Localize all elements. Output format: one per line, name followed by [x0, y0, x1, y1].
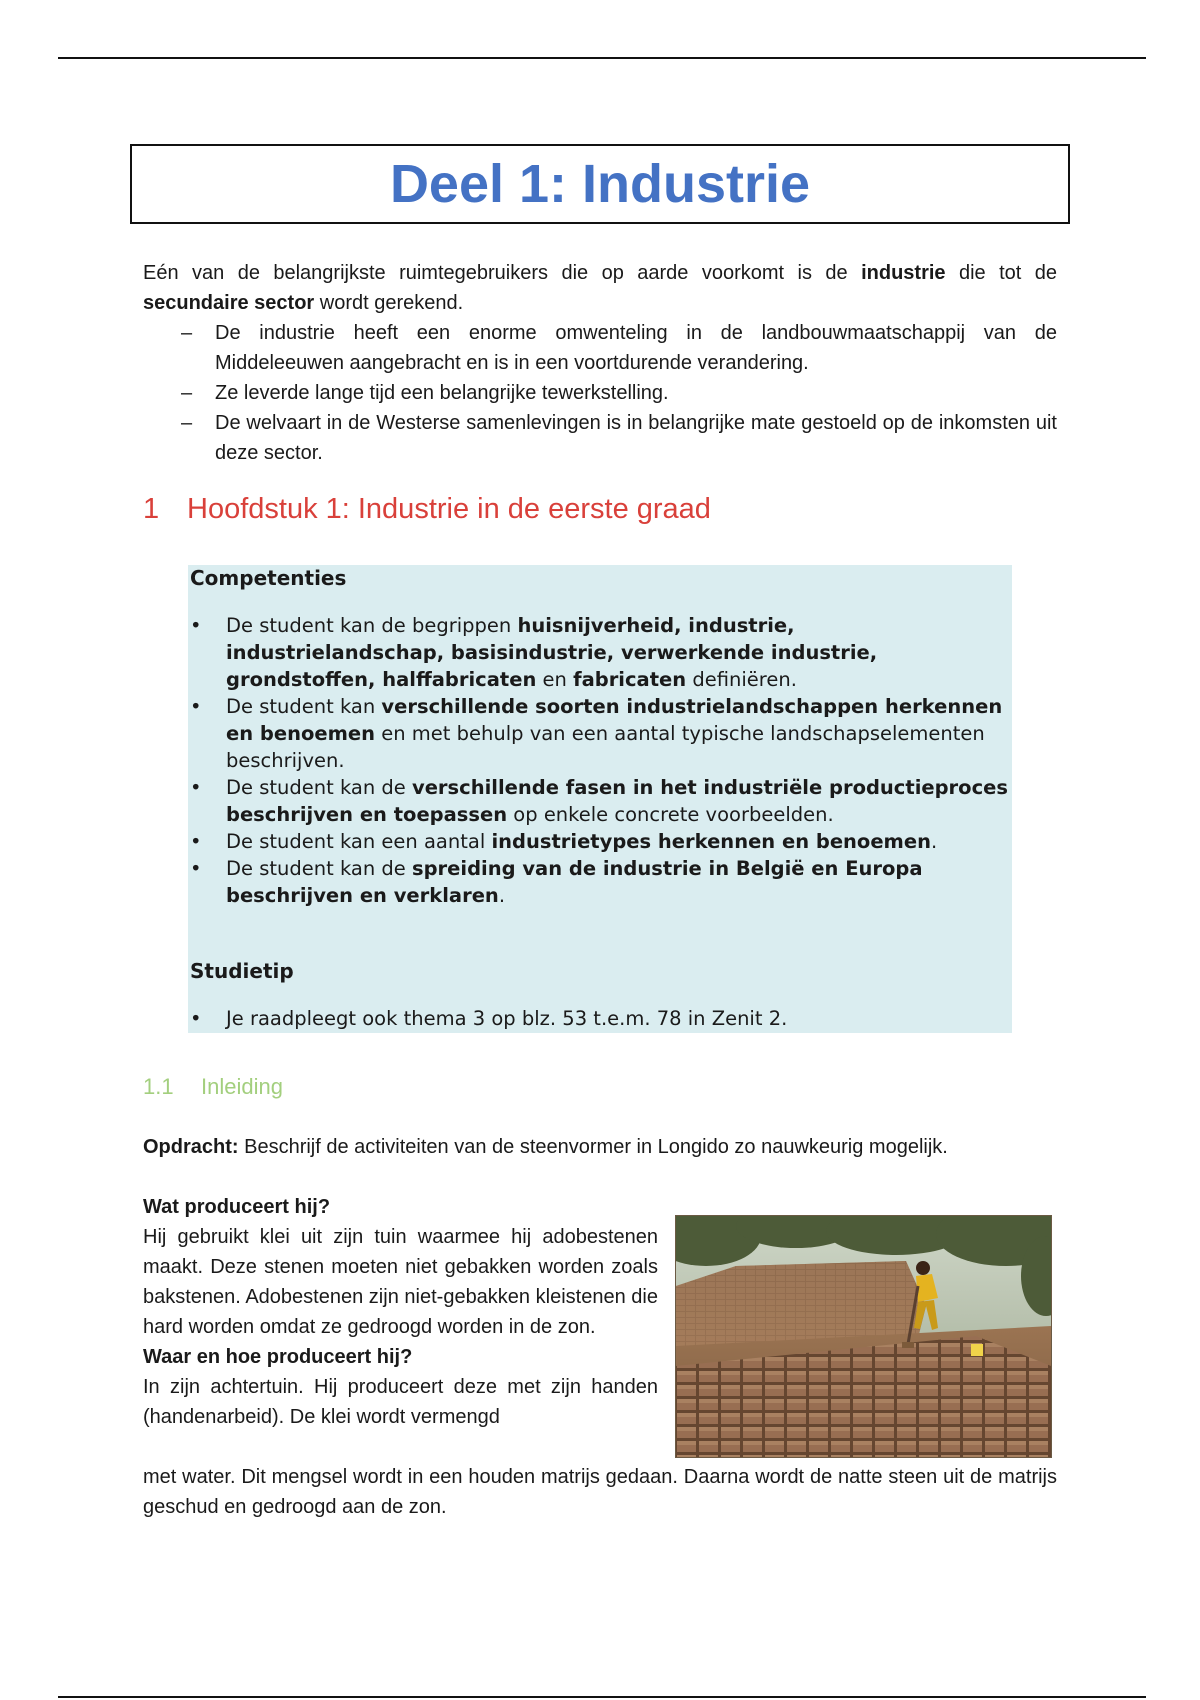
competenties-box: [188, 565, 1012, 1033]
dash-marker: –: [181, 322, 193, 344]
bullet-marker: •: [190, 776, 202, 799]
item-text: De student kan de: [226, 776, 412, 799]
qa-section: [143, 1192, 658, 1432]
intro-text-3: wordt gerekend.: [314, 292, 464, 314]
intro-term-secundaire-sector: secundaire sector: [143, 292, 315, 314]
intro-term-industrie: industrie: [861, 262, 946, 284]
answer-2-start: In zijn achtertuin. Hij produceert deze met zijn handen (handenarbeid). De klei wordt vermengd: [143, 1376, 658, 1428]
list-item: [143, 408, 1057, 468]
list-item-text: De industrie heeft een enorme omwenteling in de landbouwmaatschappij van de Middeleeuwen aangebracht en is in een voortdurende verandering.: [215, 322, 1057, 374]
item-bold: verschillende fasen in het industriële productieproces beschrijven en toepassen: [226, 776, 1008, 826]
qa-tail: [143, 1462, 1057, 1522]
item-bold: huisnijverheid, industrie, industrielandschap, basisindustrie, verwerkende industrie, grondstoffen, halffabricaten: [226, 614, 878, 691]
photo-illustration: [676, 1216, 1051, 1457]
question-2: Waar en hoe produceert hij?: [143, 1346, 413, 1368]
bullet-marker: •: [190, 830, 202, 853]
section-title: Inleiding: [201, 1074, 283, 1099]
item-bold: verschillende soorten industrielandschappen herkennen en benoemen: [226, 695, 1003, 745]
opdracht-label: Opdracht:: [143, 1136, 239, 1158]
bullet-marker: •: [190, 614, 202, 637]
title-box: [130, 144, 1070, 224]
intro-paragraph: [143, 258, 1057, 318]
opdracht-text: Beschrijf de activiteiten van de steenvormer in Longido zo nauwkeurig mogelijk.: [238, 1136, 948, 1158]
bullet-marker: •: [190, 695, 202, 718]
item-text: definiëren.: [686, 668, 797, 691]
dash-marker: –: [181, 412, 193, 434]
chapter-number: 1: [143, 493, 160, 525]
list-item: [190, 1005, 1010, 1032]
intro-text-1: Eén van de belangrijkste ruimtegebruikers die op aarde voorkomt is de: [143, 262, 862, 284]
list-item-text: De welvaart in de Westerse samenlevingen is in belangrijke mate gestoeld op de inkomsten uit deze sector.: [215, 412, 1057, 464]
item-text: De student kan de begrippen: [226, 614, 518, 637]
section-number: 1.1: [143, 1074, 174, 1099]
list-item: [190, 774, 1010, 828]
intro-list: [143, 318, 1057, 468]
item-text: De student kan de: [226, 857, 412, 880]
bottom-rule: [58, 1696, 1146, 1698]
item-text: Je raadpleegt ook thema 3 op blz. 53 t.e.m. 78 in Zenit 2.: [226, 1007, 788, 1030]
chapter-title: Hoofdstuk 1: Industrie in de eerste graad: [187, 493, 711, 525]
section-heading: [143, 1074, 283, 1100]
competenties-list: [190, 612, 1010, 909]
item-text: De student kan een aantal: [226, 830, 492, 853]
bullet-marker: •: [190, 857, 202, 880]
list-item: [190, 828, 1010, 855]
item-text: .: [930, 830, 938, 853]
list-item: [190, 693, 1010, 774]
answer-1: Hij gebruikt klei uit zijn tuin waarmee hij adobestenen maakt. Deze stenen moeten niet gebakken worden zoals bakstenen. Adobestenen zijn niet-gebakken kleistenen die hard worden omdat ze gedroogd worden in de zon.: [143, 1226, 658, 1338]
intro-section: [143, 258, 1057, 468]
studietip-title: Studietip: [190, 959, 294, 983]
photo-bucket: [971, 1344, 983, 1356]
adobe-brickmaker-photo: [675, 1215, 1052, 1458]
item-bold: spreiding van de industrie in België en Europa beschrijven en verklaren: [226, 857, 923, 907]
item-bold: industrietypes herkennen en benoemen: [491, 830, 931, 853]
answer-2-end: met water. Dit mengsel wordt in een houden matrijs gedaan. Daarna wordt de natte steen uit de matrijs geschud en gedroogd aan de zon.: [143, 1466, 1057, 1518]
list-item: [143, 318, 1057, 378]
item-text: op enkele concrete voorbeelden.: [507, 803, 834, 826]
item-text: en: [536, 668, 574, 691]
opdracht-section: [143, 1132, 1057, 1162]
opdracht-paragraph: [143, 1132, 1057, 1162]
bullet-marker: •: [190, 1007, 202, 1030]
studietip-list: [190, 1005, 1010, 1032]
page-title: Deel 1: Industrie: [389, 154, 811, 214]
question-1: Wat produceert hij?: [143, 1196, 331, 1218]
list-item-text: Ze leverde lange tijd een belangrijke tewerkstelling.: [215, 382, 669, 404]
item-text: .: [498, 884, 506, 907]
chapter-heading: [143, 493, 711, 526]
dash-marker: –: [181, 382, 193, 404]
competenties-title: Competenties: [190, 566, 347, 590]
item-text: en met behulp van een aantal typische landschapselementen beschrijven.: [226, 722, 985, 772]
top-rule: [58, 57, 1146, 59]
item-bold: fabricaten: [573, 668, 687, 691]
list-item: [143, 378, 1057, 408]
list-item: [190, 612, 1010, 693]
list-item: [190, 855, 1010, 909]
item-text: De student kan: [226, 695, 382, 718]
intro-text-2: die tot de: [945, 262, 1057, 284]
